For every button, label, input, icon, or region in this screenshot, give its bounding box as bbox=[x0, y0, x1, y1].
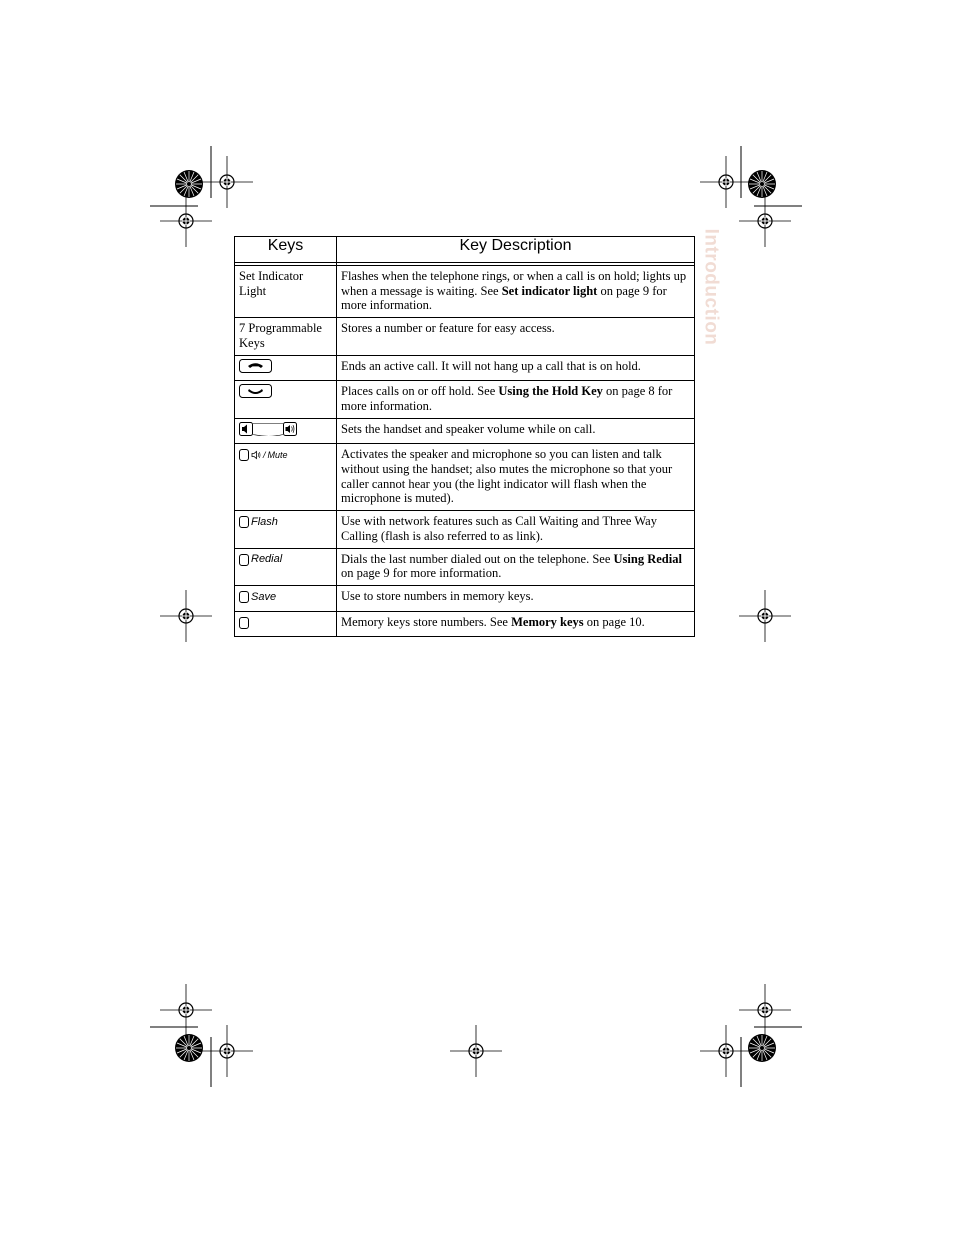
description-text: on page 10. bbox=[583, 614, 645, 629]
speaker-mute-key: / Mute bbox=[239, 447, 288, 463]
square-button-icon bbox=[239, 516, 249, 528]
description-text: Places calls on or off hold. See bbox=[341, 384, 499, 399]
description-cell bbox=[337, 355, 695, 381]
key-cell bbox=[235, 355, 337, 381]
description-text: on page 9 for more information. bbox=[341, 566, 502, 581]
description-cell bbox=[337, 318, 695, 355]
description-text: Stores a number or feature for easy access. bbox=[341, 321, 555, 336]
key-label: Redial bbox=[251, 553, 283, 566]
keys-table bbox=[234, 236, 695, 637]
table-row bbox=[235, 585, 695, 611]
description-text: on page 9 for more information. bbox=[341, 283, 667, 313]
key-label: Set Indicator Light bbox=[239, 269, 304, 298]
section-tab-label: Introduction bbox=[700, 228, 721, 346]
square-button-icon bbox=[239, 591, 249, 603]
square-button-icon bbox=[239, 449, 249, 461]
key-label: Flash bbox=[251, 515, 278, 528]
key-cell bbox=[235, 444, 337, 511]
description-cell bbox=[337, 611, 695, 637]
description-cell bbox=[337, 585, 695, 611]
description-text: on page 8 for more information. bbox=[341, 384, 673, 413]
description-text: Use with network features such as Call Waiting and Three Way Calling (flash is also referred to as link). bbox=[341, 514, 657, 543]
cross-reference: Using the Hold Key bbox=[498, 384, 603, 399]
square-button-icon bbox=[239, 617, 249, 629]
key-label: Mute bbox=[267, 449, 288, 460]
key-cell bbox=[235, 611, 337, 637]
description-text: Flashes when the telephone rings, or when a call is on hold; lights up when a message is waiting. See bbox=[341, 269, 687, 298]
key-cell bbox=[235, 266, 337, 318]
header-keys: Keys bbox=[235, 237, 337, 263]
end-call-key-icon bbox=[239, 359, 273, 373]
header-key-description: Key Description bbox=[337, 237, 695, 263]
description-text: Memory keys store numbers. See bbox=[341, 614, 512, 629]
cross-reference: Using Redial bbox=[613, 551, 682, 566]
cross-reference: Memory keys bbox=[511, 614, 584, 629]
table-row bbox=[235, 266, 695, 318]
table-row bbox=[235, 318, 695, 355]
table-row bbox=[235, 611, 695, 637]
description-cell bbox=[337, 548, 695, 585]
description-cell bbox=[337, 511, 695, 548]
description-cell bbox=[337, 266, 695, 318]
description-text: Activates the speaker and microphone so you can listen and talk without using the handset; also mutes the microphone so that your caller cannot hear you (the light indicator will flash when the microphone is muted). bbox=[341, 447, 673, 506]
description-cell bbox=[337, 381, 695, 418]
cross-reference: Set indicator light bbox=[501, 283, 598, 298]
hold-key-icon bbox=[239, 384, 273, 398]
key-cell bbox=[235, 318, 337, 355]
table-row bbox=[235, 418, 695, 444]
square-button-icon bbox=[239, 554, 249, 566]
table-row bbox=[235, 355, 695, 381]
key-cell bbox=[235, 418, 337, 444]
description-text: Ends an active call. It will not hang up a call that is on hold. bbox=[341, 358, 641, 373]
table-row bbox=[235, 381, 695, 418]
key-label: Save bbox=[251, 590, 277, 603]
key-cell bbox=[235, 511, 337, 548]
description-text: Sets the handset and speaker volume while on call. bbox=[341, 421, 596, 436]
key-label: 7 Programmable Keys bbox=[239, 321, 322, 350]
table-row bbox=[235, 444, 695, 511]
key-cell bbox=[235, 548, 337, 585]
table-header bbox=[235, 237, 695, 263]
table-row bbox=[235, 511, 695, 548]
description-cell bbox=[337, 444, 695, 511]
description-text: Dials the last number dialed out on the telephone. See bbox=[341, 551, 614, 566]
description-cell bbox=[337, 418, 695, 444]
key-cell bbox=[235, 381, 337, 418]
volume-slider-icon bbox=[239, 422, 299, 436]
table-row bbox=[235, 548, 695, 585]
key-cell bbox=[235, 585, 337, 611]
description-text: Use to store numbers in memory keys. bbox=[341, 588, 534, 603]
speaker-icon bbox=[251, 449, 261, 461]
